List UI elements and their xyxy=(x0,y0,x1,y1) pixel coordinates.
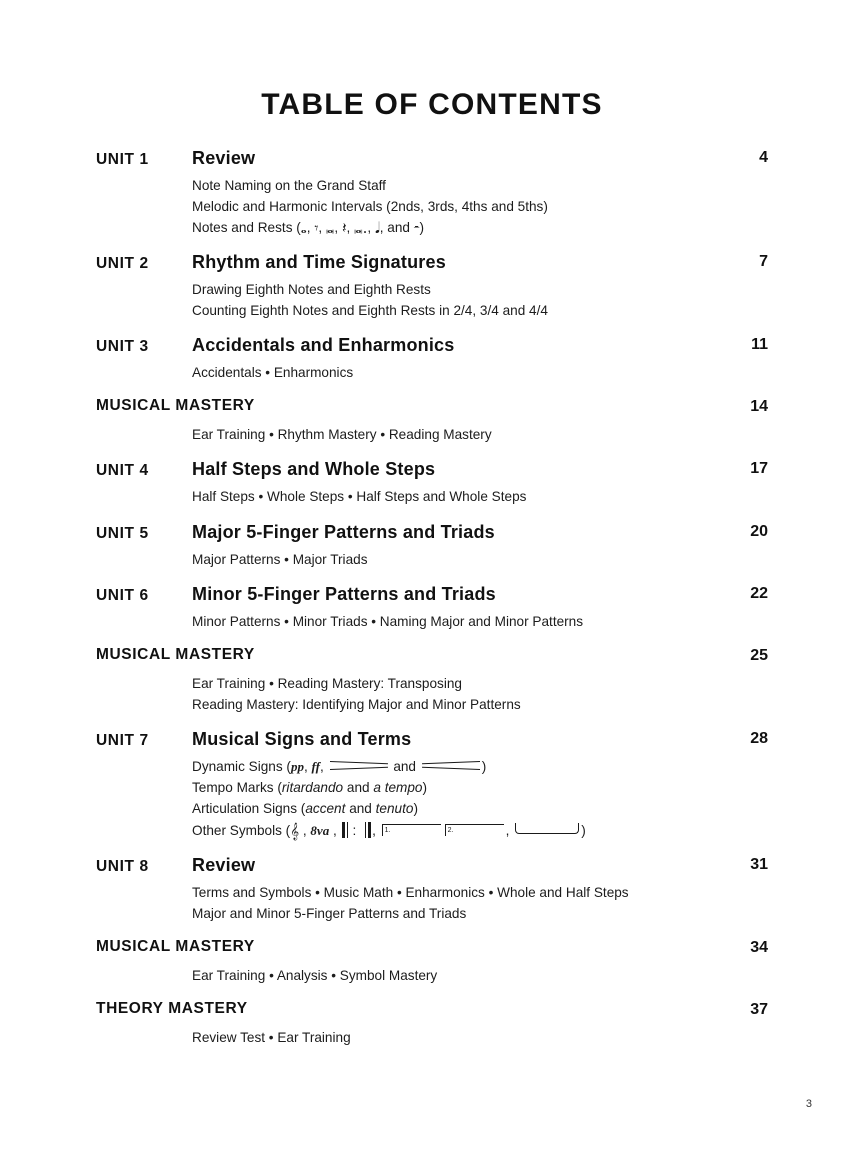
toc-entry-unit-8[interactable] xyxy=(96,855,768,924)
section-label: MUSICAL MASTERY xyxy=(96,397,255,415)
page-number: 37 xyxy=(750,1001,768,1019)
fortissimo-icon: ff xyxy=(311,758,320,774)
toc-entry-musical-mastery-14[interactable] xyxy=(96,397,768,445)
ottava-icon: 8va xyxy=(310,823,330,839)
notes-rests-prefix: Notes and Rests ( xyxy=(192,220,301,236)
folio-page-number: 3 xyxy=(805,1098,812,1110)
unit-label: UNIT 6 xyxy=(96,586,149,604)
articulation-term-1: accent xyxy=(305,800,346,816)
dynamic-and: and xyxy=(393,758,416,774)
list-item: Ear Training • Analysis • Symbol Mastery xyxy=(192,968,438,984)
section-label: MUSICAL MASTERY xyxy=(96,645,255,663)
toc-entry-header xyxy=(96,855,768,879)
unit-label: UNIT 8 xyxy=(96,858,149,876)
unit-title: Accidentals and Enharmonics xyxy=(192,335,455,356)
unit-title: Rhythm and Time Signatures xyxy=(192,252,446,273)
tempo-and: and xyxy=(346,779,370,795)
other-prefix: Other Symbols ( xyxy=(192,823,291,839)
list-item: Drawing Eighth Notes and Eighth Rests xyxy=(192,282,431,298)
dynamic-suffix: ) xyxy=(481,758,487,774)
list-item: Ear Training • Reading Mastery: Transposing xyxy=(192,675,462,691)
toc-subitems xyxy=(192,882,768,924)
unit-label: UNIT 2 xyxy=(96,255,149,273)
repeat-end-icon xyxy=(361,822,371,838)
decrescendo-icon xyxy=(422,761,480,770)
toc-subitems xyxy=(192,673,768,715)
toc-subitems xyxy=(192,1027,768,1048)
toc-entry-header xyxy=(96,522,768,546)
notes-rests-connector: , and xyxy=(379,220,410,236)
page-number: 14 xyxy=(750,398,768,416)
toc-entry-unit-6[interactable] xyxy=(96,584,768,632)
notes-rests-suffix: ) xyxy=(419,220,424,236)
unit-title: Major 5-Finger Patterns and Triads xyxy=(192,521,495,542)
quarter-note-icon: 𝅝 xyxy=(300,219,307,238)
tempo-prefix: Tempo Marks ( xyxy=(192,779,282,795)
section-label: MUSICAL MASTERY xyxy=(96,938,255,956)
list-item: Reading Mastery: Identifying Major and Minor Patterns xyxy=(192,696,521,712)
list-item: Note Naming on the Grand Staff xyxy=(192,178,386,193)
unit-label: UNIT 3 xyxy=(96,338,149,356)
toc-entry-unit-4[interactable] xyxy=(96,459,768,507)
list-item: Notes and Rests (𝅝, 𝄾, 𝅜, 𝄽, 𝅜., 𝅘𝅥, and 𝄼) xyxy=(192,219,424,238)
page-title: TABLE OF CONTENTS xyxy=(261,88,603,121)
toc-entry-unit-2[interactable] xyxy=(96,252,768,321)
toc-subitems xyxy=(192,175,768,238)
toc-entry-header xyxy=(96,646,768,670)
list-item: Review Test • Ear Training xyxy=(192,1030,351,1046)
page-number: 17 xyxy=(750,460,768,478)
toc-entry-header xyxy=(96,729,768,753)
page-number: 22 xyxy=(750,584,768,602)
unit-title: Review xyxy=(192,855,256,876)
toc-subitems xyxy=(192,424,768,445)
toc-subitems xyxy=(192,486,768,507)
first-ending-label: 1. xyxy=(384,827,391,835)
first-ending-icon xyxy=(382,824,441,836)
toc-subitems xyxy=(192,965,768,986)
unit-label: UNIT 4 xyxy=(96,462,149,480)
list-item-other-symbols: Other Symbols (𝄞 , 8va , : , 1. 2. , ) xyxy=(192,822,586,841)
list-item: Ear Training • Rhythm Mastery • Reading Mastery xyxy=(192,427,492,443)
toc-subitems xyxy=(192,611,768,632)
toc-entry-unit-7[interactable] xyxy=(96,729,768,841)
toc-entry-header xyxy=(96,335,768,359)
page-number: 28 xyxy=(750,729,768,747)
toc-entry-header xyxy=(96,252,768,276)
list-item: Major and Minor 5-Finger Patterns and Triads xyxy=(192,906,467,922)
list-item-tempo-marks xyxy=(192,777,768,798)
toc-entry-unit-5[interactable] xyxy=(96,522,768,570)
toc-entry-header xyxy=(96,459,768,483)
unit-label: UNIT 1 xyxy=(96,151,149,168)
whole-rest-icon: 𝄼 xyxy=(413,219,420,238)
toc-entry-theory-mastery-37[interactable] xyxy=(96,1000,768,1048)
other-comma-2: , xyxy=(505,823,510,839)
list-item: Major Patterns • Major Triads xyxy=(192,551,368,567)
tempo-suffix: ) xyxy=(422,779,428,795)
list-item: Terms and Symbols • Music Math • Enharmonics • Whole and Half Steps xyxy=(192,885,629,901)
toc-entry-unit-3[interactable] xyxy=(96,335,768,383)
half-note-icon: 𝅜 xyxy=(325,219,335,238)
second-ending-label: 2. xyxy=(447,827,454,835)
tie-icon xyxy=(515,823,579,834)
page-number: 34 xyxy=(750,939,768,957)
articulation-term-2: tenuto xyxy=(375,800,414,816)
toc-subitems xyxy=(192,279,768,321)
tempo-term-2: a tempo xyxy=(373,779,423,795)
toc-entry-header xyxy=(96,397,768,421)
quarter-rest-icon: 𝄾 xyxy=(314,219,319,238)
unit-label: UNIT 7 xyxy=(96,731,149,749)
dynamic-prefix: Dynamic Signs ( xyxy=(192,758,291,774)
toc-entry-header xyxy=(96,938,768,962)
unit-title: Review xyxy=(192,148,256,168)
fermata-icon: 𝄞 xyxy=(290,822,300,841)
repeat-start-icon xyxy=(342,822,352,838)
half-rest-icon: 𝄽 xyxy=(341,219,347,238)
page-number: 20 xyxy=(750,522,768,540)
page-number: 11 xyxy=(751,336,768,354)
other-comma-1: , xyxy=(372,823,376,839)
section-label: THEORY MASTERY xyxy=(96,1000,248,1018)
toc-subitems xyxy=(192,756,768,841)
page-number: 31 xyxy=(750,856,768,874)
dotted-half-note-icon: 𝅜. xyxy=(354,219,368,238)
other-suffix: ) xyxy=(581,823,586,839)
articulation-suffix: ) xyxy=(413,800,418,816)
list-item-dynamic-signs: Dynamic Signs (pp, ff, and ) xyxy=(192,758,487,774)
toc-subitems xyxy=(192,362,768,383)
toc-entry-musical-mastery-34[interactable] xyxy=(96,938,768,986)
unit-title: Half Steps and Whole Steps xyxy=(192,459,436,480)
articulation-prefix: Articulation Signs ( xyxy=(192,800,306,816)
page-number: 4 xyxy=(759,149,768,166)
toc-entry-header xyxy=(96,148,768,172)
whole-note-icon: 𝅘𝅥 xyxy=(374,219,380,238)
list-item-articulation-signs xyxy=(192,798,768,819)
unit-label: UNIT 5 xyxy=(96,524,149,542)
pianissimo-icon: pp xyxy=(290,758,304,774)
crescendo-icon xyxy=(330,761,388,770)
toc-subitems xyxy=(192,549,768,570)
unit-title: Minor 5-Finger Patterns and Triads xyxy=(192,583,496,604)
page-number: 25 xyxy=(750,646,768,664)
page-number: 7 xyxy=(759,253,768,271)
second-ending-icon xyxy=(445,824,504,836)
unit-title: Musical Signs and Terms xyxy=(192,728,412,749)
toc-entry-unit-1[interactable] xyxy=(96,148,768,238)
toc-entry-musical-mastery-25[interactable] xyxy=(96,646,768,715)
list-item: Minor Patterns • Minor Triads • Naming Major and Minor Patterns xyxy=(192,613,584,629)
toc-entry-header xyxy=(96,584,768,608)
list-item: Accidentals • Enharmonics xyxy=(192,365,354,381)
articulation-and: and xyxy=(349,800,372,816)
toc-entry-header xyxy=(96,1000,768,1024)
list-item: Counting Eighth Notes and Eighth Rests in 2/4, 3/4 and 4/4 xyxy=(192,303,548,319)
list-item: Half Steps • Whole Steps • Half Steps and Whole Steps xyxy=(192,489,527,505)
list-item: Melodic and Harmonic Intervals (2nds, 3rds, 4ths and 5ths) xyxy=(192,199,548,215)
tempo-term-1: ritardando xyxy=(281,779,344,795)
